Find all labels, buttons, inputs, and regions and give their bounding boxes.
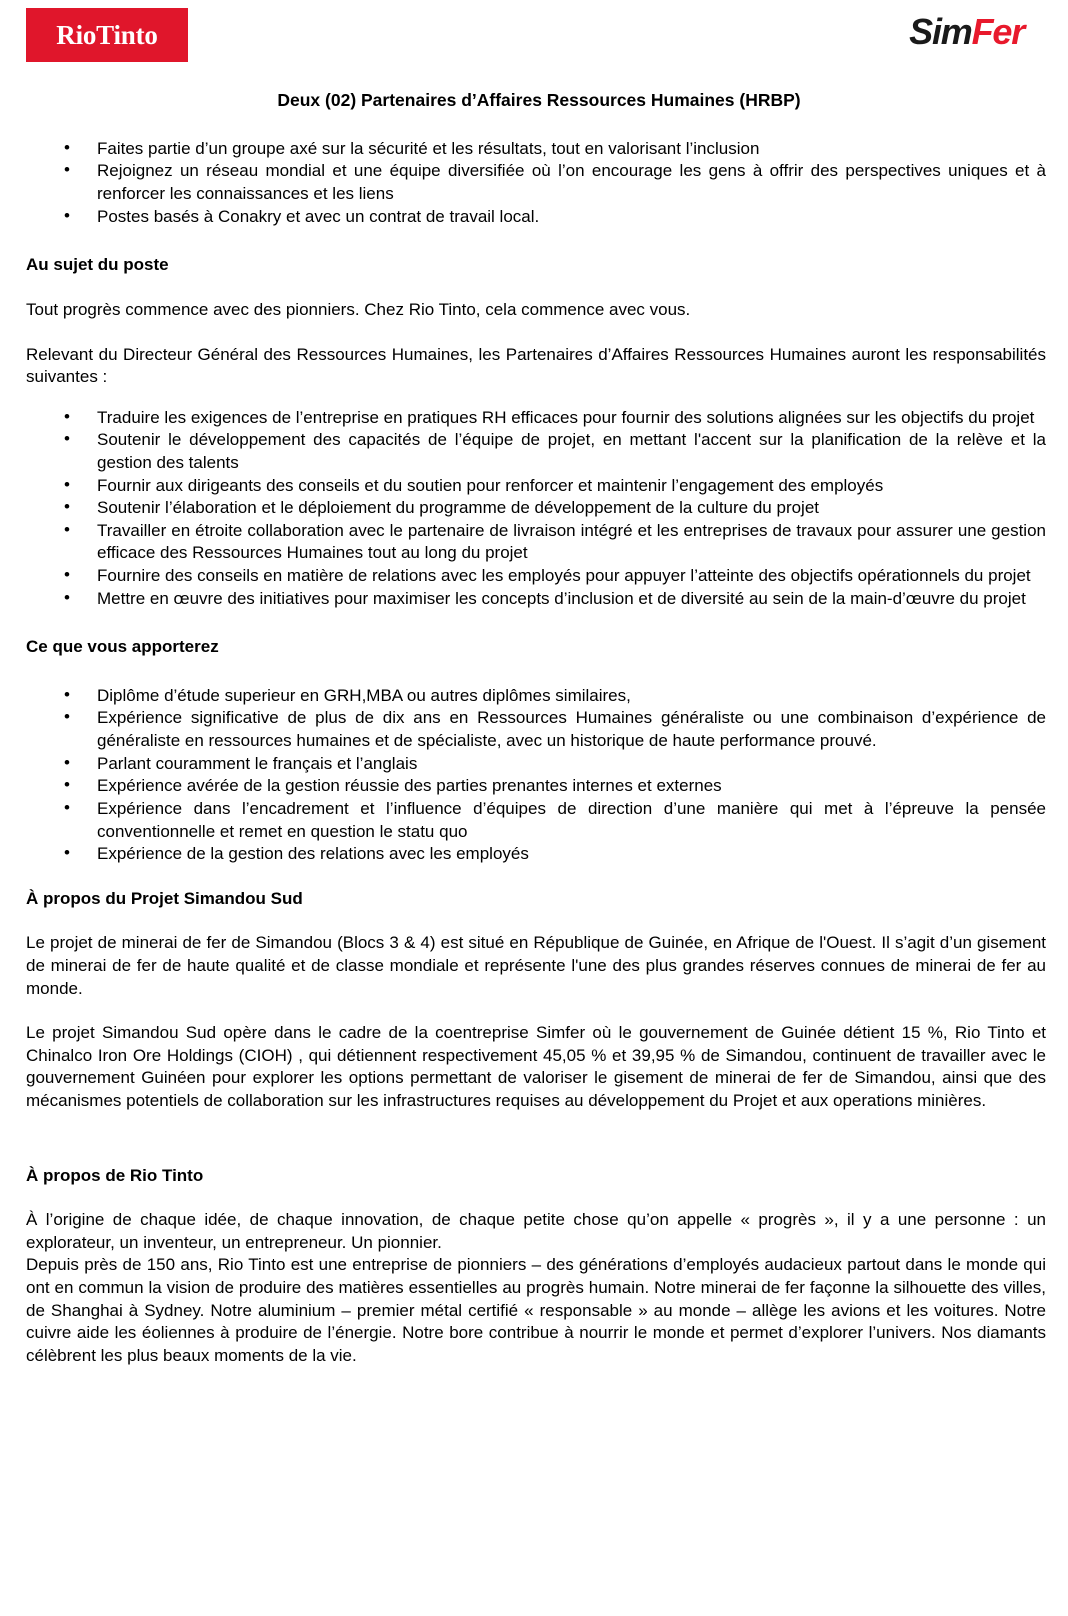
about-simandou-paragraph-1: Le projet de minerai de fer de Simandou (Blocs 3 & 4) est situé en République de Guinée, en Afrique de l'Ouest. Il s’agit d’un gisement de minerai de fer de haute qualité et de classe mondiale et représente l'une des plus grandes réserves connues de minerai de fer au monde. [26, 933, 1046, 998]
responsibilities-list [26, 407, 1046, 610]
about-role-paragraph-2: Relevant du Directeur Général des Ressources Humaines, les Partenaires d’Affaires Ressources Humaines auront les responsabilités suivantes : [26, 344, 1046, 387]
list-item: • Expérience dans l’encadrement et l’influence d’équipes de direction d’une manière qui met à l’épreuve la pensée conventionnelle et remet en question le statu quo [26, 798, 1046, 843]
intro-bullet-list [26, 138, 1046, 228]
list-item: • Mettre en œuvre des initiatives pour maximiser les concepts d’inclusion et de diversité au sein de la main-d’œuvre du projet [26, 588, 1046, 611]
what-you-bring-list [26, 685, 1046, 866]
section-heading-about-riotinto: À propos de Rio Tinto [26, 1165, 204, 1185]
document-header [0, 0, 1068, 72]
about-simandou-paragraph-2: Le projet Simandou Sud opère dans le cadre de la coentreprise Simfer où le gouvernement de Guinée détient 15 %, Rio Tinto et Chinalco Iron Ore Holdings (CIOH) , qui détiennent respectivement 45,05 % et 39,95 % de Simandou, continuent de travailler avec le gouvernement Guinéen pour explorer les options permettant de valoriser le gisement de minerai de fer de Simandou, ainsi que des mécanismes potentiels de collaboration sur les infrastructures requises au développement du Projet et aux operations minières. [26, 1023, 1046, 1110]
simfer-logo-text-red: Fer [971, 11, 1024, 52]
simfer-logo-text-dark: Sim [909, 11, 972, 52]
list-item: • Expérience de la gestion des relations avec les employés [26, 843, 1046, 866]
page-title: Deux (02) Partenaires d’Affaires Ressources Humaines (HRBP) [277, 90, 801, 110]
simfer-logo [909, 11, 1024, 52]
list-item: • Soutenir l’élaboration et le déploiement du programme de développement de la culture du projet [26, 497, 1046, 520]
about-role-paragraph-1: Tout progrès commence avec des pionniers. Chez Rio Tinto, cela commence avec vous. [26, 299, 691, 319]
list-item: • Diplôme d’étude superieur en GRH,MBA ou autres diplômes similaires, [26, 685, 1046, 708]
section-heading-what-you-bring: Ce que vous apporterez [26, 637, 219, 657]
list-item: • Fournir aux dirigeants des conseils et du soutien pour renforcer et maintenir l’engagement des employés [26, 475, 1046, 498]
list-item: • Postes basés à Conakry et avec un contrat de travail local. [26, 206, 1046, 229]
section-heading-about-simandou: À propos du Projet Simandou Sud [26, 888, 303, 908]
list-item: • Soutenir le développement des capacités de l’équipe de projet, en mettant l'accent sur la planification de la relève et la gestion des talents [26, 429, 1046, 474]
about-riotinto-paragraph-2: Depuis près de 150 ans, Rio Tinto est une entreprise de pionniers – des générations d’employés audacieux partout dans le monde qui ont en commun la vision de produire des matières essentielles au progrès humain. Notre minerai de fer façonne la silhouette des villes, de Shanghai à Sydney. Notre aluminium – premier métal certifié « responsable » au monde – allège les avions et les voitures. Notre cuivre aide les éoliennes à produire de l’énergie. Notre bore contribue à nourrir le monde et permet d’explorer l’univers. Nos diamants célèbrent les plus beaux moments de la vie. [26, 1255, 1046, 1365]
section-heading-about-role: Au sujet du poste [26, 255, 169, 275]
document-content [0, 90, 1068, 1367]
list-item: • Parlant couramment le français et l’anglais [26, 753, 1046, 776]
about-riotinto-paragraph-1: À l’origine de chaque idée, de chaque innovation, de chaque petite chose qu’on appelle « progrès », il y a une personne : un explorateur, un inventeur, un entrepreneur. Un pionnier. [26, 1210, 1046, 1252]
riotinto-logo [26, 8, 188, 62]
list-item: • Fournire des conseils en matière de relations avec les employés pour appuyer l’atteinte des objectifs opérationnels du projet [26, 565, 1046, 588]
list-item: • Travailler en étroite collaboration avec le partenaire de livraison intégré et les entreprises de travaux pour assurer une gestion efficace des Ressources Humaines tout au long du projet [26, 520, 1046, 565]
riotinto-logo-text: RioTinto [56, 19, 158, 50]
list-item: • Faites partie d’un groupe axé sur la sécurité et les résultats, tout en valorisant l’inclusion [26, 138, 1046, 161]
list-item: • Traduire les exigences de l’entreprise en pratiques RH efficaces pour fournir des solutions alignées sur les objectifs du projet [26, 407, 1046, 430]
list-item: • Expérience avérée de la gestion réussie des parties prenantes internes et externes [26, 775, 1046, 798]
list-item: • Rejoignez un réseau mondial et une équipe diversifiée où l’on encourage les gens à offrir des perspectives uniques et à renforcer les connaissances et les liens [26, 160, 1046, 205]
list-item: • Expérience significative de plus de dix ans en Ressources Humaines généraliste ou une combinaison d’expérience de généraliste en ressources humaines et de spécialiste, avec un historique de haute performance prouvé. [26, 707, 1046, 752]
